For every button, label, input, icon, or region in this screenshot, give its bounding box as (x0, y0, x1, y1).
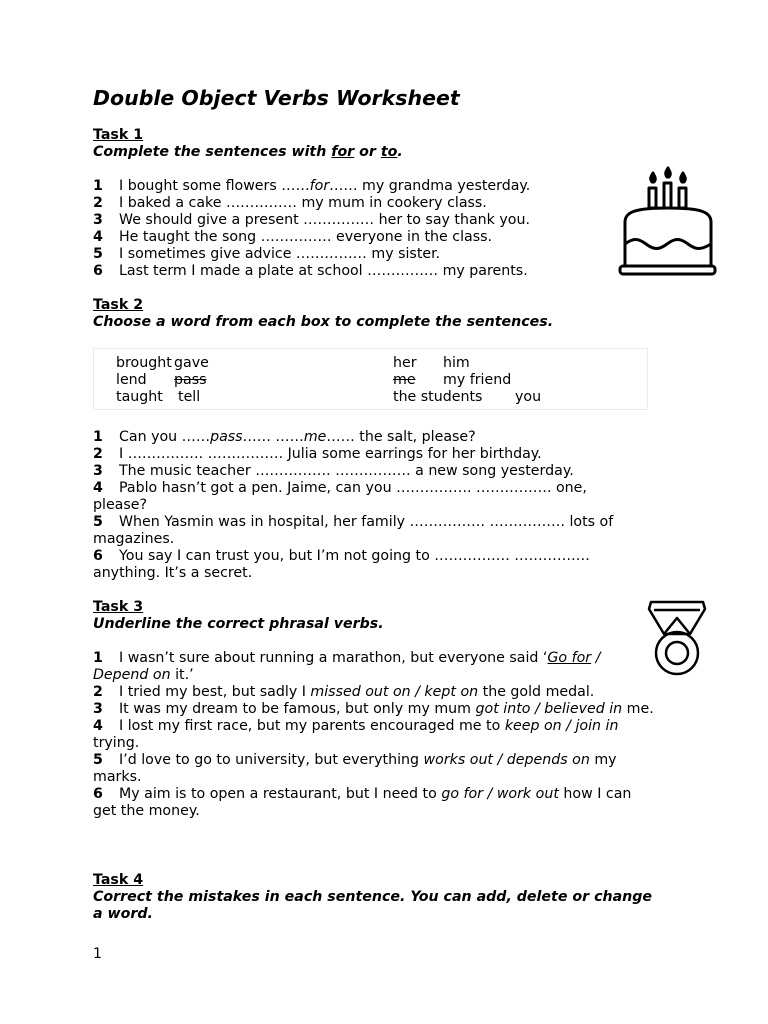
item-text: When Yasmin was in hospital, her family ……………. ……………. lots of magazines. (93, 514, 614, 547)
word-option: brought (116, 355, 172, 371)
example-answer: for (309, 178, 330, 194)
task4-heading: Task 4 (93, 872, 144, 888)
item-text: I tried my best, but sadly I (119, 684, 311, 700)
item-text: I baked a cake …………… my mum in cookery class. (119, 195, 487, 211)
example-answer: me (303, 429, 327, 445)
task3-item (93, 701, 655, 718)
task3-item (93, 650, 618, 684)
item-number: 6 (93, 786, 103, 802)
task3-heading: Task 3 (93, 599, 144, 615)
task1-item (93, 178, 663, 195)
item-number: 1 (93, 429, 103, 445)
item-number: 6 (93, 263, 103, 279)
item-number: 2 (93, 446, 103, 462)
item-text: I wasn’t sure about running a marathon, but everyone said ‘ (119, 650, 548, 666)
task2-item (93, 463, 663, 480)
page-title: Double Object Verbs Worksheet (93, 86, 460, 110)
task3-item (93, 684, 653, 701)
item-text: …… the salt, please? (326, 429, 476, 445)
word-option-used: pass (174, 372, 207, 388)
item-text: My aim is to open a restaurant, but I need to (119, 786, 442, 802)
task1-item (93, 263, 663, 280)
item-number: 1 (93, 178, 103, 194)
underlined-answer: Go for (547, 650, 592, 666)
task1-item (93, 195, 663, 212)
item-text: Pablo hasn’t got a pen. Jaime, can you ……………. ……………. one, please? (93, 480, 587, 513)
item-text: my marks. (93, 752, 617, 785)
task2-items (93, 429, 663, 582)
instr-for: for (331, 144, 355, 160)
task3-item (93, 718, 653, 752)
word-option: tell (178, 389, 201, 405)
task2-instructions: Choose a word from each box to complete the sentences. (93, 314, 554, 330)
task3-instructions: Underline the correct phrasal verbs. (93, 616, 384, 632)
phrasal-option: / Depend on (93, 650, 601, 683)
item-text: I’d love to go to university, but everything (119, 752, 424, 768)
task4-section (93, 872, 663, 923)
phrasal-option: missed out on / kept on (310, 684, 479, 700)
example-answer: pass (210, 429, 243, 445)
task1-instructions (93, 144, 663, 161)
task1-section (93, 127, 663, 280)
item-number: 3 (93, 463, 103, 479)
instr-to: to (380, 144, 398, 160)
word-option: taught (116, 389, 163, 405)
item-text: He taught the song …………… everyone in the class. (119, 229, 493, 245)
item-text: You say I can trust you, but I’m not going to ……………. ……………. anything. It’s a secret. (93, 548, 590, 581)
item-text: me. (622, 701, 654, 717)
object-box (393, 355, 541, 406)
task2-item (93, 514, 663, 548)
task3-item (93, 786, 653, 820)
verb-box (116, 355, 209, 406)
word-option: him (443, 355, 470, 371)
item-number: 6 (93, 548, 103, 564)
word-boxes (93, 348, 648, 410)
item-text: I ……………. ……………. Julia some earrings for her birthday. (119, 446, 542, 462)
item-text: it.’ (170, 667, 194, 683)
instr-end: . (397, 144, 403, 160)
task4-instructions: Correct the mistakes in each sentence. You can add, delete or change a word. (93, 889, 653, 922)
word-option: gave (174, 355, 209, 371)
item-number: 2 (93, 195, 103, 211)
item-number: 2 (93, 684, 103, 700)
item-number: 4 (93, 480, 103, 496)
item-number: 5 (93, 514, 103, 530)
page-number: 1 (93, 946, 102, 962)
item-text: I sometimes give advice …………… my sister. (119, 246, 441, 262)
task1-item (93, 229, 663, 246)
item-number: 5 (93, 752, 103, 768)
phrasal-option: got into / believed in (475, 701, 623, 717)
phrasal-option: works out / depends on (423, 752, 590, 768)
item-number: 4 (93, 229, 103, 245)
item-text: …… …… (242, 429, 304, 445)
word-option: lend (116, 372, 147, 388)
item-text: I lost my first race, but my parents encouraged me to (119, 718, 505, 734)
word-option: my friend (443, 372, 512, 388)
task3-section (93, 599, 663, 820)
item-number: 3 (93, 701, 103, 717)
item-text: trying. (93, 735, 140, 751)
item-number: 4 (93, 718, 103, 734)
item-text: We should give a present …………… her to say thank you. (119, 212, 530, 228)
phrasal-option: keep on / join in (504, 718, 619, 734)
task2-section (93, 297, 663, 331)
item-text: Can you …… (119, 429, 211, 445)
item-number: 3 (93, 212, 103, 228)
item-text: how I can get the money. (93, 786, 632, 819)
instr-or: or (354, 144, 381, 160)
item-number: 5 (93, 246, 103, 262)
task1-item (93, 246, 663, 263)
item-text: the gold medal. (478, 684, 595, 700)
task2-item (93, 446, 663, 463)
item-text: …… my grandma yesterday. (329, 178, 531, 194)
item-text: Last term I made a plate at school …………… my parents. (119, 263, 528, 279)
item-text: The music teacher ……………. ……………. a new song yesterday. (119, 463, 574, 479)
word-option-used: me (393, 372, 416, 388)
word-option: you (515, 389, 542, 405)
birthday-cake-icon (617, 164, 719, 278)
word-option: her (393, 355, 417, 371)
word-option: the students (393, 389, 483, 405)
task1-item (93, 212, 663, 229)
task2-heading: Task 2 (93, 297, 144, 313)
task2-item (93, 480, 638, 514)
task2-item (93, 548, 638, 582)
phrasal-option: go for / work out (441, 786, 559, 802)
item-number: 1 (93, 650, 103, 666)
item-text: I bought some flowers …… (119, 178, 310, 194)
task3-item (93, 752, 668, 786)
task1-heading: Task 1 (93, 127, 144, 143)
item-text: It was my dream to be famous, but only my mum (119, 701, 476, 717)
instr-text: Complete the sentences with (93, 144, 332, 160)
task2-item (93, 429, 663, 446)
